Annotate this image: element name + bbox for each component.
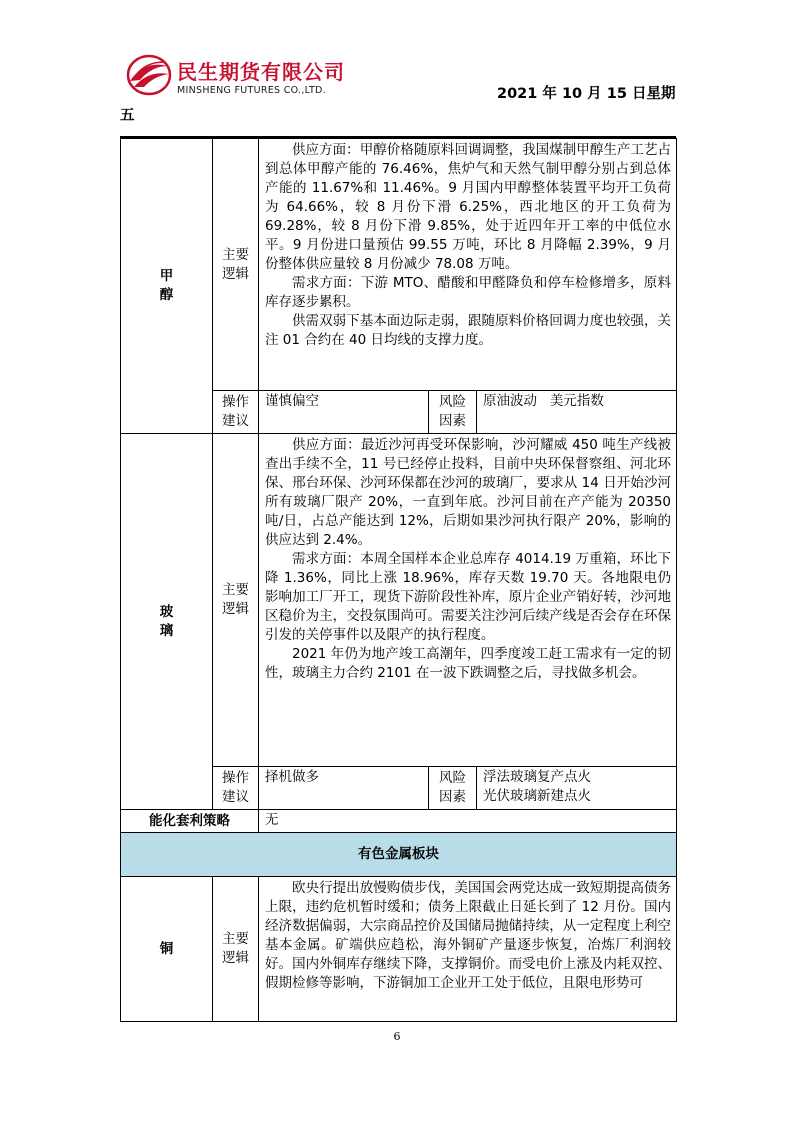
glass-logic-paragraph: 需求方面：本周全国样本企业总库存 4014.19 万重箱，环比下降 1.36%，同比上涨 18.96%，库存天数 19.70 天。各地限电仍影响加工厂开工，现货下游阶段性补库，原片企业产销好转，沙河地区稳价为主，交投氛围尚可。需要关注沙河后续产线是否会存在环保引发的关停事件以及限产的执行程度。 [265,551,672,643]
methanol-logic-paragraph: 供应方面：甲醇价格随原料回调调整，我国煤制甲醇生产工艺占到总体甲醇产能的 76.46%，焦炉气和天然气制甲醇分别占到总体产能的 11.67%和 11.46%。9 月国内甲醇整体装置平均开工负荷为 64.66%，较 8 月份下滑 6.25%，西北地区的开工负荷为 69.28%，较 8 月份下滑 9.85%，处于近四年开工率的中低位水平。9 月份进口量预估 99.55 万吨，环比 8 月降幅 2.39%，9 月份整体供应量较 8 月份减少 78.08 万吨。 [265,142,672,272]
minsheng-logo-icon [126,54,172,96]
company-name-cn: 民生期货有限公司 [177,60,345,84]
copper-logic-content [259,877,677,1022]
report-date: 2021 年 10 月 15 日星期 [497,86,676,102]
glass-risk-line: 浮法玻璃复产点火 [483,769,591,785]
arbitrage-row [121,810,677,833]
methanol-logic-paragraph: 供需双弱下基本面边际走弱，跟随原料价格回调力度也较强，关注 01 合约在 40 日均线的支撑力度。 [265,313,672,348]
glass-risk-label: 风险因素 [429,767,477,810]
glass-logic-label: 主要逻辑 [213,434,259,767]
copper-name: 铜 [159,940,174,957]
methanol-logic-content [259,139,677,391]
arbitrage-value: 无 [259,810,677,833]
glass-logic-row [121,434,677,767]
strategy-table [120,138,677,1022]
methanol-name: 甲醇 [159,268,174,303]
methanol-category [121,139,213,434]
section-header-row [121,833,677,877]
section-title: 有色金属板块 [121,833,677,877]
glass-op-value: 择机做多 [259,767,429,810]
company-logo [126,52,366,100]
glass-category [121,434,213,810]
glass-op-label: 操作建议 [213,767,259,810]
methanol-logic-paragraph: 需求方面：下游 MTO、醋酸和甲醛降负和停车检修增多，原料库存逐步累积。 [265,275,672,310]
glass-risk-line: 光伏玻璃新建点火 [483,788,591,804]
glass-risk-value [477,767,677,810]
copper-category [121,877,213,1022]
methanol-op-label: 操作建议 [213,391,259,434]
methanol-logic-row [121,139,677,391]
methanol-risk-label: 风险因素 [429,391,477,434]
copper-logic-label: 主要逻辑 [213,877,259,1022]
report-date-weekday: 五 [120,108,135,124]
page-number: 6 [393,1030,401,1043]
methanol-risk-value: 原油波动 美元指数 [477,391,677,434]
glass-logic-paragraph: 2021 年仍为地产竣工高潮年，四季度竣工赶工需求有一定的韧性，玻璃主力合约 2101 在一波下跌调整之后，寻找做多机会。 [265,646,672,681]
copper-logic-row [121,877,677,1022]
methanol-op-value: 谨慎偏空 [259,391,429,434]
company-name-en: MINSHENG FUTURES CO.,LTD. [177,85,326,96]
arbitrage-label: 能化套利策略 [121,810,259,833]
glass-logic-content [259,434,677,767]
methanol-logic-label: 主要逻辑 [213,139,259,391]
glass-logic-paragraph: 供应方面：最近沙河再受环保影响，沙河耀威 450 吨生产线被查出手续不全，11 号已经停止投料，目前中央环保督察组、河北环保、邢台环保、沙河环保都在沙河的玻璃厂，要求从 14 日开始沙河所有玻璃厂限产 20%，一直到年底。沙河目前在产产能为 20350 吨/日，占总产能达到 12%，后期如果沙河执行限产 20%，影响的供应达到 2.4%。 [265,437,672,548]
glass-name: 玻璃 [159,603,174,639]
copper-logic-paragraph: 欧央行提出放慢购债步伐，美国国会两党达成一致短期提高债务上限，违约危机暂时缓和；债务上限截止日延长到了 12 月份。国内经济数据偏弱，大宗商品控价及国储局抛储持续，从一定程度上利空基本金属。矿端供应趋松，海外铜矿产量逐步恢复，冶炼厂利润较好。国内外铜库存继续下降，支撑铜价。而受电价上涨及内耗双控、假期检修等影响，下游铜加工企业开工处于低位，且限电形势可 [265,880,672,991]
